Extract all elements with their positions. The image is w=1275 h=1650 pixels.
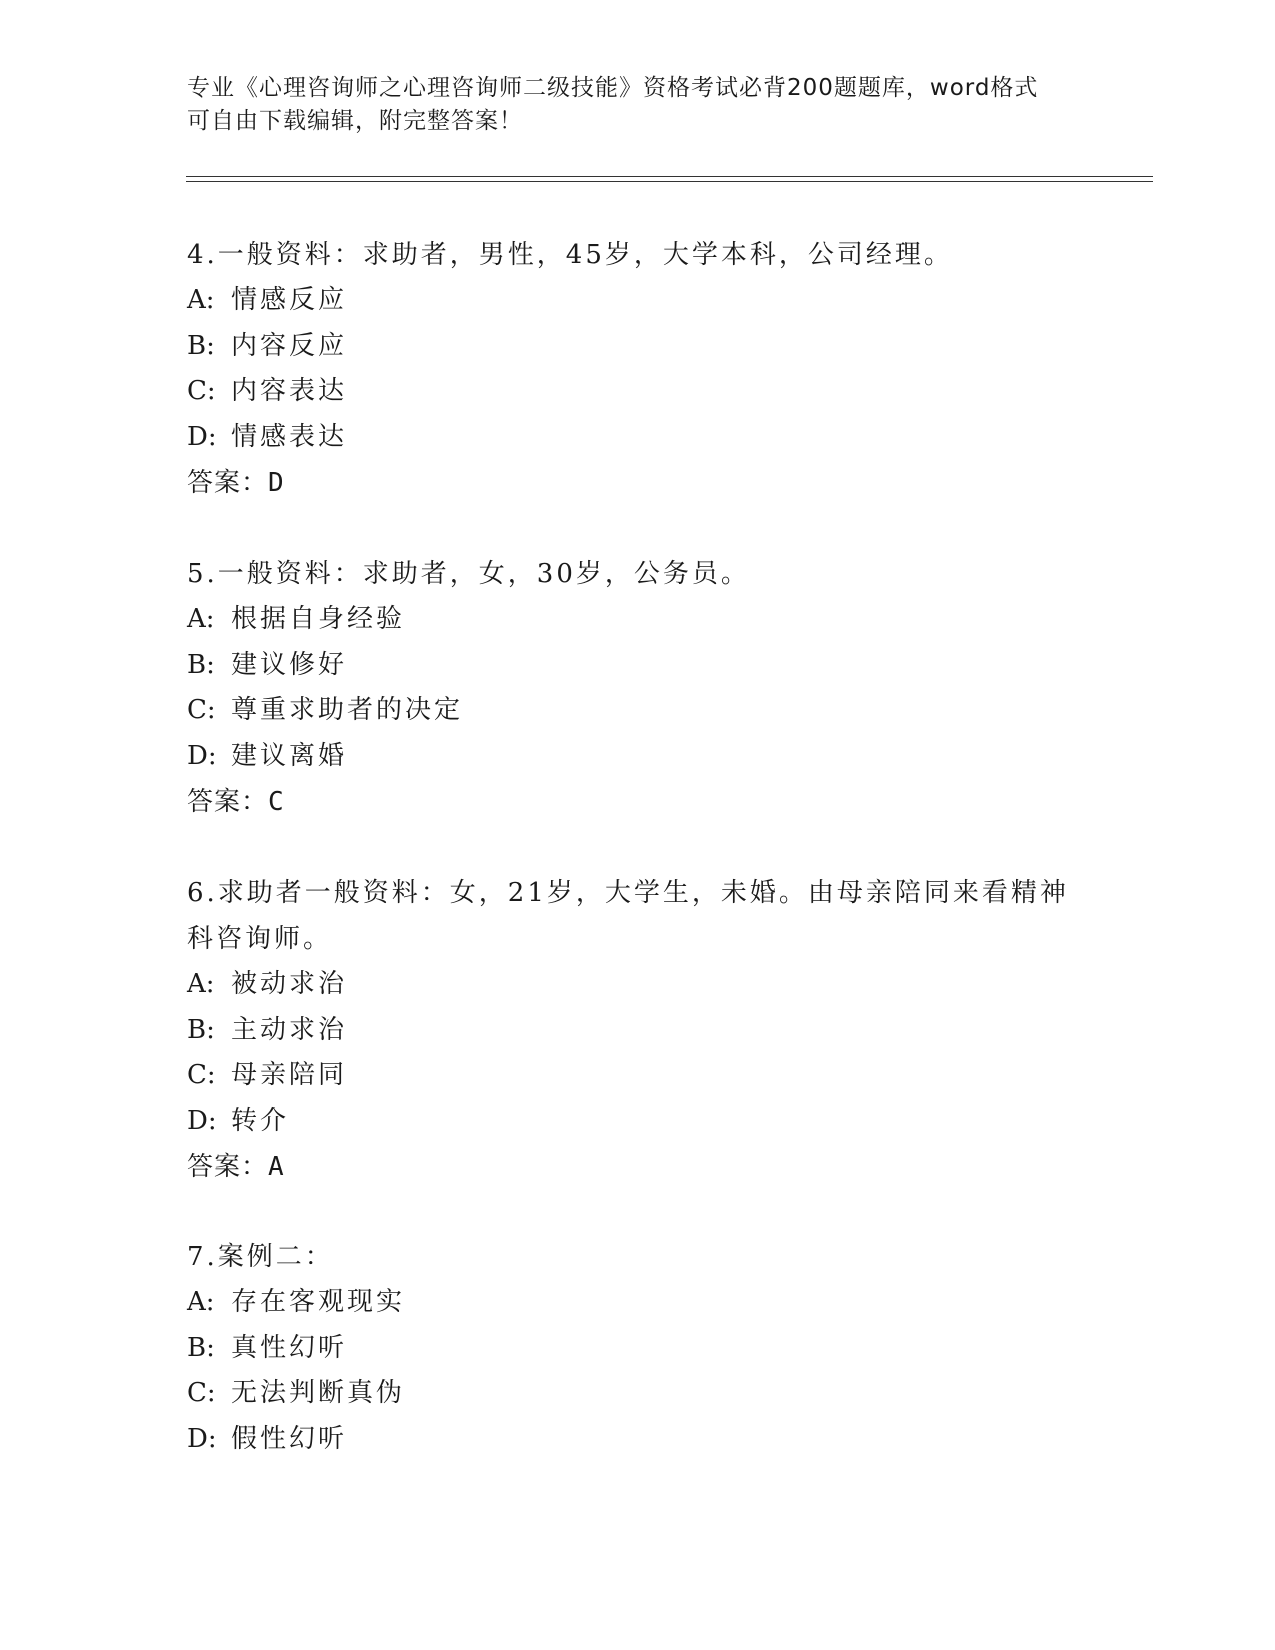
option-c: [187, 1053, 1087, 1099]
answer-value: D: [268, 468, 285, 498]
option-c: [187, 1371, 1087, 1417]
option-letter: B:: [187, 649, 215, 680]
option-letter: C:: [187, 1060, 216, 1090]
option-d: [187, 1417, 1087, 1463]
option-text: 情感反应: [231, 285, 348, 315]
option-letter: C:: [187, 695, 216, 725]
question-stem: 7.案例二：: [187, 1242, 334, 1272]
option-letter: D:: [187, 421, 217, 452]
question-6: [187, 870, 1087, 1190]
option-b: [187, 1008, 1087, 1054]
option-c: [187, 688, 1087, 734]
option-a: [187, 1280, 1087, 1326]
question-4: [187, 232, 1087, 506]
option-text: 被动求治: [231, 969, 348, 999]
answer-value: A: [268, 1152, 285, 1182]
option-letter: B:: [187, 1332, 215, 1363]
answer-label: 答案：: [187, 468, 269, 498]
question-stem: 5.一般资料：求助者，女，30岁，公务员。: [187, 559, 750, 589]
option-letter: A:: [187, 604, 215, 634]
option-d: [187, 415, 1087, 461]
answer-label: 答案：: [187, 1152, 269, 1182]
option-letter: A:: [187, 1287, 215, 1317]
option-a: [187, 962, 1087, 1008]
option-text: 根据自身经验: [231, 604, 406, 634]
option-text: 建议修好: [231, 649, 348, 680]
option-letter: B:: [187, 330, 215, 361]
option-c: [187, 369, 1087, 415]
option-d: [187, 734, 1087, 780]
option-letter: B:: [187, 1014, 215, 1045]
answer-value: C: [268, 787, 285, 817]
option-letter: D:: [187, 1105, 217, 1136]
option-b: [187, 643, 1087, 689]
option-b: [187, 324, 1087, 370]
header-line-2: 可自由下载编辑，附完整答案！: [187, 108, 523, 134]
option-text: 假性幻听: [231, 1423, 348, 1454]
option-text: 内容表达: [231, 376, 348, 406]
option-letter: A:: [187, 969, 215, 999]
option-letter: D:: [187, 1423, 217, 1454]
option-text: 内容反应: [231, 330, 348, 361]
question-5: [187, 551, 1087, 825]
header-line-1: 专业《心理咨询师之心理咨询师二级技能》资格考试必背200题题库，word格式: [187, 75, 1039, 101]
question-7: [187, 1234, 1087, 1462]
option-a: [187, 597, 1087, 643]
question-stem: 6.求助者一般资料：女，21岁，大学生，未婚。由母亲陪同来看精神科咨询师。: [187, 878, 1069, 954]
option-b: [187, 1326, 1087, 1372]
header-divider-top: [186, 176, 1153, 177]
option-text: 情感表达: [231, 421, 348, 452]
document-header: [187, 72, 1067, 138]
answer-line: [187, 1144, 1087, 1190]
option-text: 无法判断真伪: [231, 1378, 406, 1408]
option-d: [187, 1099, 1087, 1145]
option-text: 转介: [231, 1105, 290, 1136]
answer-line: [187, 779, 1087, 825]
option-text: 建议离婚: [231, 740, 348, 771]
option-letter: C:: [187, 376, 216, 406]
option-letter: D:: [187, 740, 217, 771]
option-text: 真性幻听: [231, 1332, 348, 1363]
question-stem: 4.一般资料：求助者，男性，45岁，大学本科，公司经理。: [187, 240, 953, 270]
answer-line: [187, 460, 1087, 506]
option-text: 主动求治: [231, 1014, 348, 1045]
header-divider-bottom: [186, 181, 1153, 182]
option-letter: A:: [187, 285, 215, 315]
option-text: 母亲陪同: [231, 1060, 348, 1090]
option-a: [187, 278, 1087, 324]
option-letter: C:: [187, 1378, 216, 1408]
option-text: 尊重求助者的决定: [231, 695, 464, 725]
option-text: 存在客观现实: [231, 1287, 406, 1317]
answer-label: 答案：: [187, 787, 269, 817]
